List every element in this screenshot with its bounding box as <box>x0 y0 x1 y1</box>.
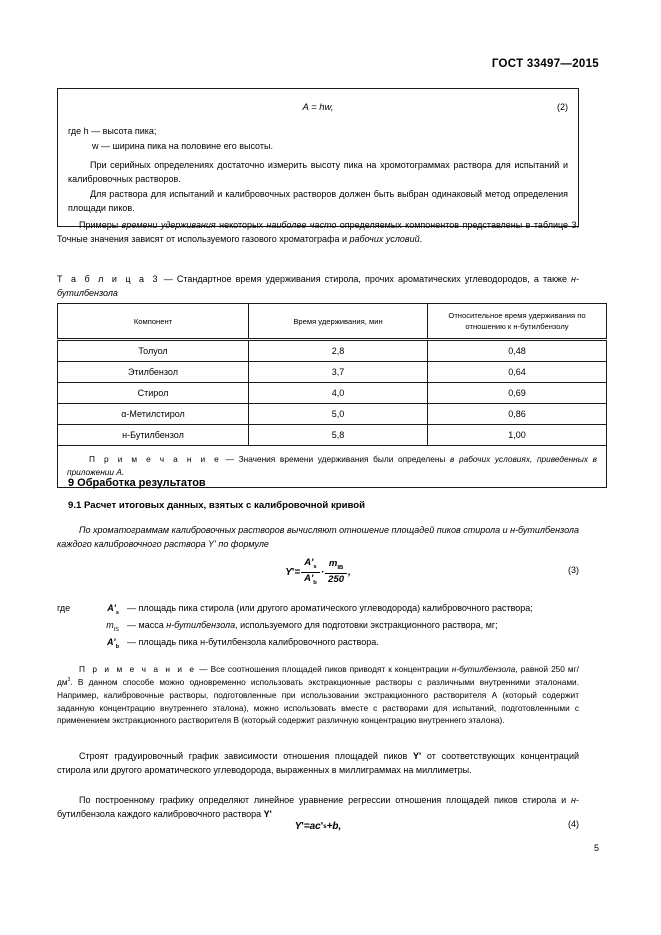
table-caption-text: Стандартное время удерживания стирола, прочих ароматических углеводородов, а также <box>176 274 572 284</box>
intro-part-3: определяемых компонентов представлены в таблице 3. Точные значения зависят от используемого газового хроматографа и <box>57 220 579 245</box>
formula-3-lhs: Y <box>285 566 292 578</box>
framed-paragraph-2 <box>68 188 568 216</box>
formula-3-expression <box>57 555 579 589</box>
formula-4-block <box>57 815 579 837</box>
note-text-2: , равной 250 мг/дм <box>57 664 579 687</box>
formula-4-trailing-comma: , <box>338 820 342 832</box>
cell-retention: 4,0 <box>249 383 428 404</box>
closing-p1-b: от соответствующих концентраций стирола или другого ароматического углеводорода, выраженных в миллиграммах на миллиметры. <box>57 751 579 775</box>
formula-3-denominator-area: $A'_b$ <box>301 572 320 587</box>
formula-4-c-sub: s <box>323 822 327 830</box>
paragraph-before-formula-3: По хроматограммам калибровочных растворов вычисляют отношение площадей пиков стирола и н-бутилбензола каждого калибровочного раствора Y' по формуле <box>57 525 579 550</box>
formula-2-definition-h <box>68 124 568 139</box>
table-header-component: Компонент <box>58 304 249 340</box>
table-header-retention: Время удерживания, мин <box>249 304 428 340</box>
formula-3-dot: · <box>320 566 325 578</box>
table-3-caption <box>57 272 579 300</box>
formula-3-numerator-mass: $m_{IB}$ <box>328 558 344 572</box>
page-number: 5 <box>593 843 599 853</box>
closing-paragraph-1 <box>57 750 579 778</box>
cell-retention: 2,8 <box>249 340 428 362</box>
table-row <box>58 404 607 425</box>
legend-symbol-mis: $m_{IS}$ <box>106 619 119 633</box>
formula-3-lhs-prime: ' <box>291 566 295 578</box>
formula-2-expression: A = hw, <box>302 102 334 113</box>
legend-symbol-ab: $A'_b$ <box>106 636 119 650</box>
closing-p2-symbol: Y' <box>263 808 272 819</box>
formula-2-number: (2) <box>557 102 568 112</box>
note-italic-1: н-бутилбензола <box>451 664 516 674</box>
footnote-dash: — <box>221 454 239 464</box>
formula-3-num1-sub: s <box>313 563 317 570</box>
document-standard-header: ГОСТ 33497—2015 <box>491 58 599 70</box>
table-intro-paragraph <box>57 218 579 246</box>
legend-row-as <box>57 601 579 618</box>
formula-3-den1-sub: b <box>313 579 317 586</box>
section-9-title: 9 Обработка результатов <box>68 477 206 489</box>
formula-3-block <box>57 555 579 589</box>
cell-retention: 5,0 <box>249 404 428 425</box>
formula-4-variable-c: c <box>315 820 321 832</box>
definition-text-h: где h — высота пика; <box>68 126 157 136</box>
intro-italic-2: наиболее часто <box>266 220 337 230</box>
note-superscript: 3 <box>67 677 71 684</box>
formula-3-equals: = <box>294 566 301 578</box>
formula-4-plus: + <box>326 820 333 832</box>
formula-4-lhs-prime: ' <box>301 820 304 832</box>
note-dash: — <box>196 664 211 674</box>
framed-formula-block <box>57 88 579 227</box>
note-label: П р и м е ч а н и е <box>79 664 197 674</box>
cell-component: α-Метилстирол <box>58 404 249 425</box>
framed-paragraph-2-text: Для раствора для испытаний и калибровочных растворов должен быть выбран одинаковый метод определения площади пиков. <box>68 189 568 213</box>
note-block <box>57 663 579 727</box>
retention-time-table <box>57 303 607 488</box>
cell-component: Стирол <box>58 383 249 404</box>
intro-part-2: некоторых <box>215 220 267 230</box>
intro-italic-1: времени удерживания <box>121 220 216 230</box>
formula-2-definition-w <box>68 139 568 154</box>
formula-4-equals: = <box>303 820 310 832</box>
closing-p1-a: Строят градуировочный график зависимости отношения площадей пиков <box>79 751 414 761</box>
table-row <box>58 362 607 383</box>
formula-3-number: (3) <box>568 565 579 575</box>
note-text-3: . В данном способе можно одновременно использовать экстракционные растворы с различными внутренними эталонами. Например, калибровочные растворы, подготовленные при использовании экстракционного растворителя А (который содержит заданную концентрацию внутреннего эталона), можно использовать вместе с растворами для испытаний, подготовленными с применением экстракционного растворителя В (который содержит различную концентрацию внутреннего эталона). <box>57 676 579 726</box>
formula-3-trailing-comma: , <box>348 566 351 578</box>
legend-row-ab <box>57 635 579 652</box>
cell-retention: 3,7 <box>249 362 428 383</box>
formula-4-c-prime: ' <box>320 820 324 832</box>
legend-text-ab: — площадь пика н-бутилбензола калибровочного раствора. <box>127 636 379 647</box>
formula-3-fraction-areas <box>301 558 320 587</box>
formula-3-numerator-area: $A'_s$ <box>304 556 317 570</box>
closing-p2-a: По построенному графику определяют линейное уравнение регрессии отношения площадей пиков стирола и <box>79 795 572 805</box>
cell-relative: 0,64 <box>428 362 607 383</box>
formula-3-denominator-250: 250 <box>325 573 347 585</box>
legend-gde-label: где <box>57 603 71 613</box>
table-caption-label: Т а б л и ц а 3 <box>57 274 160 284</box>
formula-4-lhs: Y <box>294 820 302 832</box>
formula-4-number: (4) <box>568 819 579 829</box>
formula-4-coefficient-a: a <box>309 820 316 832</box>
legend-symbol-as: $A'_s$ <box>107 603 119 616</box>
intro-part-1: Примеры <box>79 220 122 230</box>
footnote-text: Значения времени удерживания были определены <box>238 454 451 464</box>
cell-component: н-Бутилбензол <box>58 425 249 446</box>
table-caption-italic-tail: н-бутилбензола <box>57 274 579 299</box>
formula-3-num2-sub: IB <box>337 565 344 572</box>
formula-4-expression <box>57 815 579 837</box>
framed-paragraph-1 <box>68 159 568 187</box>
legend-text-as: — площадь пика стирола (или другого ароматического углеводорода) калибровочного раствора; <box>127 603 533 613</box>
formula-4-coefficient-b: b <box>332 820 339 832</box>
cell-component: Толуол <box>58 340 249 362</box>
closing-p2-italic: н <box>571 795 576 805</box>
table-row <box>58 425 607 446</box>
table-header-relative: Относительное время удерживания по отношению к н-бутилбензолу <box>428 304 607 340</box>
legend-row-mis <box>57 618 579 635</box>
cell-relative: 0,48 <box>428 340 607 362</box>
cell-relative: 1,00 <box>428 425 607 446</box>
table-caption-dash: — <box>159 274 177 284</box>
closing-p2-b: -бутилбензола каждого калибровочного раствора <box>57 795 579 819</box>
formula-3-fraction-mass <box>325 559 347 584</box>
table-row <box>58 383 607 404</box>
cell-relative: 0,86 <box>428 404 607 425</box>
intro-part-4: . <box>419 234 423 245</box>
formula-2-line <box>68 102 568 113</box>
footnote-italic-tail: в рабочих условиях, приведенных в приложении А. <box>67 454 597 477</box>
note-text-1: Все соотношения площадей пиков приводят к концентрации <box>210 664 452 674</box>
framed-paragraph-1-text: При серийных определениях достаточно измерить высоту пика на хромотограммах раствора для испытаний и калибровочных растворов. <box>68 160 568 185</box>
definition-text-w: w — ширина пика на половине его высоты. <box>92 140 273 151</box>
cell-component: Этилбензол <box>58 362 249 383</box>
intro-italic-3: рабочих условий <box>349 234 420 245</box>
section-9-1-title: 9.1 Расчет итоговых данных, взятых с калибровочной кривой <box>68 500 366 511</box>
formula-3-legend <box>57 601 579 651</box>
footnote-label: П р и м е ч а н и е <box>89 454 221 464</box>
cell-retention: 5,8 <box>249 425 428 446</box>
legend-text-mis: — масса н-бутилбензола, используемого для подготовки экстракционного раствора, мг; <box>127 619 498 630</box>
table-header-row <box>58 304 607 340</box>
table-row <box>58 340 607 362</box>
closing-p1-symbol: Y' <box>413 751 422 761</box>
cell-relative: 0,69 <box>428 383 607 404</box>
